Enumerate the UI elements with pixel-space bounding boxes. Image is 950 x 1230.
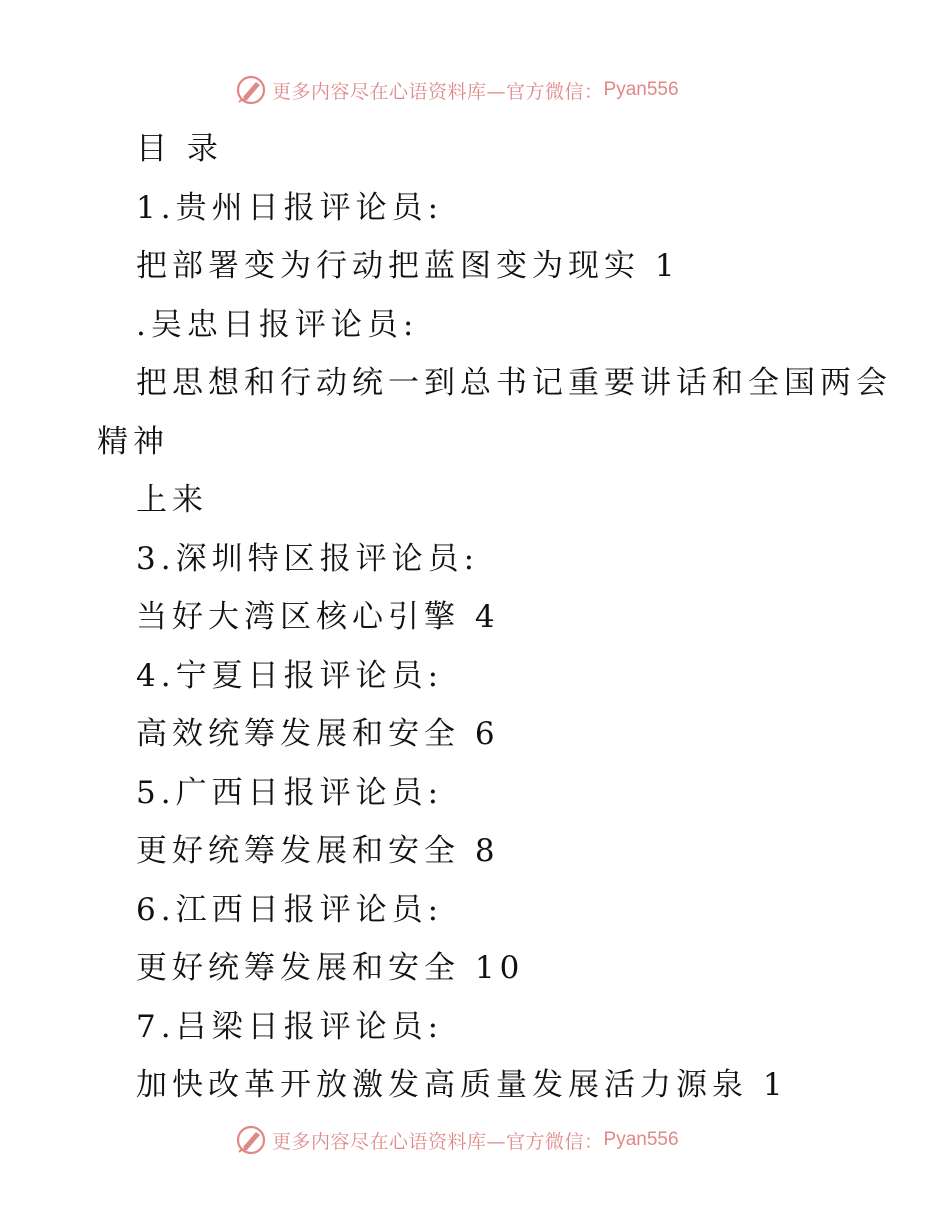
toc-line: 高效统筹发展和安全 6 <box>136 716 500 752</box>
toc-heading: 目 录 <box>136 131 223 167</box>
toc-line: 上来 <box>136 482 208 518</box>
watermark-wechat-id: Pyan556 <box>603 1129 679 1150</box>
toc-line: 加快改革开放激发高质量发展活力源泉 1 <box>136 1067 788 1103</box>
toc-line: 4.宁夏日报评论员: <box>136 657 444 694</box>
toc-line: 7.吕梁日报评论员: <box>136 1008 444 1045</box>
toc-line: 5.广西日报评论员: <box>136 774 444 811</box>
brush-logo-icon <box>234 73 268 107</box>
toc-line: 1.贵州日报评论员: <box>136 189 444 226</box>
toc-line: 当好大湾区核心引擎 4 <box>136 599 500 635</box>
watermark-text: 更多内容尽在心语资料库—官方微信： <box>272 80 604 103</box>
toc-line: 更好统筹发展和安全 10 <box>136 950 525 986</box>
watermark-footer <box>234 1123 679 1157</box>
brush-logo-icon <box>234 1123 268 1157</box>
toc-line: 精神 <box>97 423 169 460</box>
watermark-header <box>234 73 679 107</box>
watermark-wechat-id: Pyan556 <box>603 79 679 100</box>
toc-line: 3.深圳特区报评论员: <box>136 540 480 577</box>
toc-line: 更好统筹发展和安全 8 <box>136 833 500 869</box>
toc-line: 把思想和行动统一到总书记重要讲话和全国两会 <box>136 365 892 401</box>
toc-line: 把部署变为行动把蓝图变为现实 1 <box>136 248 680 284</box>
toc-line: 6.江西日报评论员: <box>136 891 444 928</box>
toc-line: .吴忠日报评论员: <box>136 306 419 343</box>
watermark-text: 更多内容尽在心语资料库—官方微信： <box>272 1130 604 1153</box>
table-of-contents <box>97 120 892 1115</box>
